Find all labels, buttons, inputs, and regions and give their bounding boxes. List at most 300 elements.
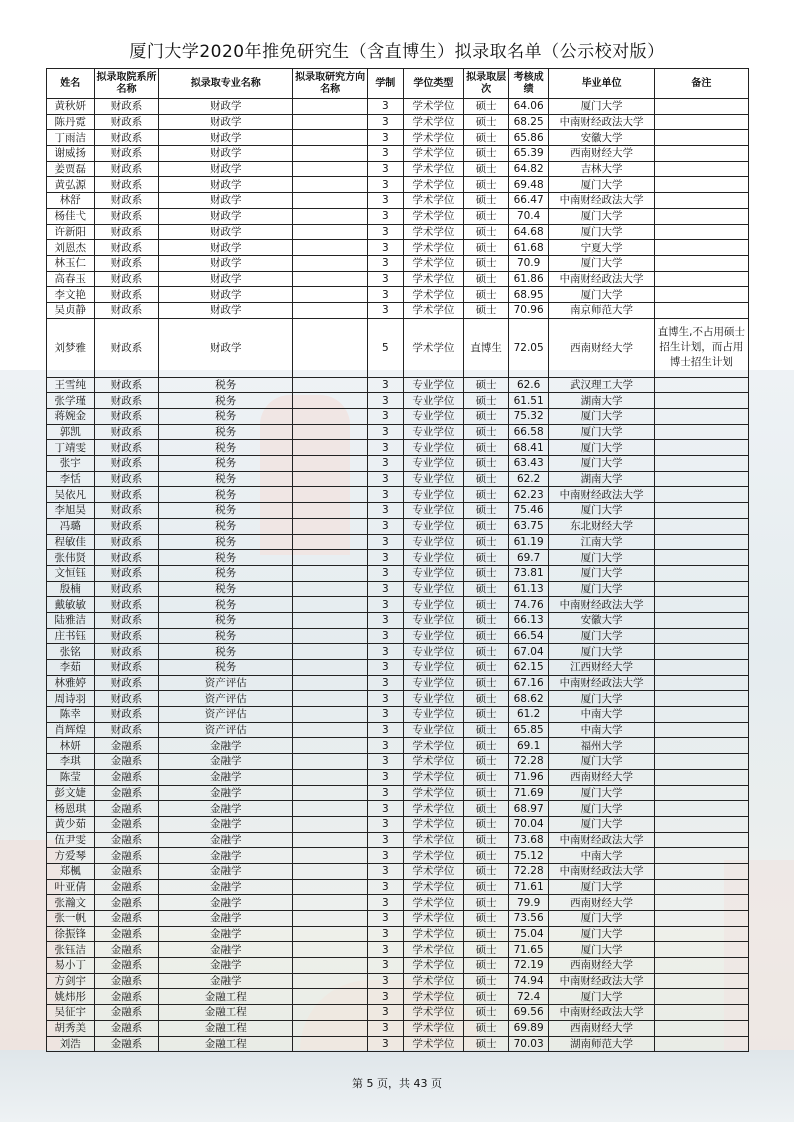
cell-duration: 3 xyxy=(368,114,403,130)
cell-department: 金融系 xyxy=(94,801,159,817)
cell-remarks xyxy=(654,99,748,115)
table-row xyxy=(47,503,749,519)
table-row xyxy=(47,660,749,676)
cell-graduate-school: 宁夏大学 xyxy=(549,240,654,256)
cell-department: 财政系 xyxy=(94,271,159,287)
cell-department: 财政系 xyxy=(94,612,159,628)
cell-major: 金融学 xyxy=(159,801,293,817)
cell-duration: 3 xyxy=(368,597,403,613)
cell-major: 财政学 xyxy=(159,318,293,377)
cell-department: 财政系 xyxy=(94,424,159,440)
cell-remarks xyxy=(654,911,748,927)
cell-remarks xyxy=(654,424,748,440)
cell-direction xyxy=(293,612,368,628)
cell-level: 硕士 xyxy=(464,675,509,691)
cell-score: 75.32 xyxy=(508,409,549,425)
cell-direction xyxy=(293,785,368,801)
cell-level: 硕士 xyxy=(464,958,509,974)
cell-level: 硕士 xyxy=(464,255,509,271)
cell-major: 资产评估 xyxy=(159,707,293,723)
cell-graduate-school: 厦门大学 xyxy=(549,926,654,942)
cell-score: 74.76 xyxy=(508,597,549,613)
cell-name: 许新阳 xyxy=(47,224,95,240)
cell-level: 硕士 xyxy=(464,989,509,1005)
cell-duration: 3 xyxy=(368,958,403,974)
cell-name: 李茹 xyxy=(47,660,95,676)
cell-score: 73.81 xyxy=(508,565,549,581)
cell-name: 殷楠 xyxy=(47,581,95,597)
cell-duration: 3 xyxy=(368,302,403,318)
cell-department: 财政系 xyxy=(94,581,159,597)
cell-department: 财政系 xyxy=(94,550,159,566)
table-row xyxy=(47,534,749,550)
cell-level: 硕士 xyxy=(464,424,509,440)
cell-level: 硕士 xyxy=(464,534,509,550)
cell-major: 资产评估 xyxy=(159,691,293,707)
cell-degree-type: 学术学位 xyxy=(403,302,464,318)
cell-remarks xyxy=(654,628,748,644)
cell-graduate-school: 厦门大学 xyxy=(549,879,654,895)
cell-remarks: 直博生,不占用硕士招生计划，而占用博士招生计划 xyxy=(654,318,748,377)
cell-graduate-school: 江西财经大学 xyxy=(549,660,654,676)
cell-score: 65.39 xyxy=(508,146,549,162)
cell-direction xyxy=(293,628,368,644)
cell-score: 71.96 xyxy=(508,769,549,785)
cell-degree-type: 学术学位 xyxy=(403,816,464,832)
cell-graduate-school: 厦门大学 xyxy=(549,989,654,1005)
cell-score: 64.82 xyxy=(508,161,549,177)
cell-direction xyxy=(293,550,368,566)
cell-duration: 3 xyxy=(368,989,403,1005)
cell-major: 金融学 xyxy=(159,848,293,864)
cell-duration: 3 xyxy=(368,99,403,115)
cell-name: 张瀚文 xyxy=(47,895,95,911)
cell-direction xyxy=(293,208,368,224)
cell-remarks xyxy=(654,193,748,209)
cell-remarks xyxy=(654,409,748,425)
cell-graduate-school: 厦门大学 xyxy=(549,644,654,660)
cell-score: 68.97 xyxy=(508,801,549,817)
cell-department: 金融系 xyxy=(94,989,159,1005)
cell-department: 财政系 xyxy=(94,208,159,224)
cell-remarks xyxy=(654,895,748,911)
cell-department: 财政系 xyxy=(94,660,159,676)
cell-score: 73.56 xyxy=(508,911,549,927)
cell-remarks xyxy=(654,785,748,801)
cell-direction xyxy=(293,287,368,303)
table-row xyxy=(47,130,749,146)
cell-level: 硕士 xyxy=(464,456,509,472)
cell-graduate-school: 湖南大学 xyxy=(549,471,654,487)
cell-department: 财政系 xyxy=(94,456,159,472)
page-number: 第 5 页，共 43 页 xyxy=(352,1077,442,1090)
cell-level: 硕士 xyxy=(464,879,509,895)
table-row xyxy=(47,565,749,581)
cell-major: 税务 xyxy=(159,393,293,409)
cell-level: 硕士 xyxy=(464,440,509,456)
cell-duration: 3 xyxy=(368,440,403,456)
cell-level: 硕士 xyxy=(464,161,509,177)
cell-duration: 3 xyxy=(368,287,403,303)
cell-direction xyxy=(293,271,368,287)
cell-level: 硕士 xyxy=(464,863,509,879)
cell-remarks xyxy=(654,177,748,193)
cell-level: 硕士 xyxy=(464,487,509,503)
cell-duration: 3 xyxy=(368,895,403,911)
cell-duration: 3 xyxy=(368,255,403,271)
cell-name: 张宇 xyxy=(47,456,95,472)
cell-remarks xyxy=(654,989,748,1005)
cell-degree-type: 学术学位 xyxy=(403,1005,464,1021)
cell-direction xyxy=(293,801,368,817)
cell-graduate-school: 厦门大学 xyxy=(549,550,654,566)
cell-duration: 3 xyxy=(368,130,403,146)
cell-remarks xyxy=(654,565,748,581)
cell-degree-type: 学术学位 xyxy=(403,224,464,240)
cell-department: 金融系 xyxy=(94,785,159,801)
cell-direction xyxy=(293,146,368,162)
table-row xyxy=(47,550,749,566)
cell-major: 金融学 xyxy=(159,926,293,942)
cell-score: 66.13 xyxy=(508,612,549,628)
cell-score: 75.12 xyxy=(508,848,549,864)
cell-duration: 3 xyxy=(368,208,403,224)
cell-major: 金融学 xyxy=(159,754,293,770)
table-row xyxy=(47,612,749,628)
cell-name: 陆雅洁 xyxy=(47,612,95,628)
table-row xyxy=(47,597,749,613)
cell-remarks xyxy=(654,224,748,240)
cell-degree-type: 专业学位 xyxy=(403,660,464,676)
cell-remarks xyxy=(654,302,748,318)
cell-graduate-school: 安徽大学 xyxy=(549,130,654,146)
cell-duration: 3 xyxy=(368,691,403,707)
cell-degree-type: 学术学位 xyxy=(403,769,464,785)
cell-name: 林玉仁 xyxy=(47,255,95,271)
cell-direction xyxy=(293,487,368,503)
cell-duration: 3 xyxy=(368,393,403,409)
cell-graduate-school: 厦门大学 xyxy=(549,208,654,224)
cell-direction xyxy=(293,958,368,974)
cell-direction xyxy=(293,691,368,707)
cell-direction xyxy=(293,942,368,958)
cell-remarks xyxy=(654,926,748,942)
cell-degree-type: 学术学位 xyxy=(403,255,464,271)
cell-level: 硕士 xyxy=(464,565,509,581)
cell-department: 金融系 xyxy=(94,879,159,895)
cell-level: 硕士 xyxy=(464,581,509,597)
table-row xyxy=(47,224,749,240)
cell-remarks xyxy=(654,660,748,676)
cell-major: 财政学 xyxy=(159,255,293,271)
cell-level: 硕士 xyxy=(464,754,509,770)
cell-level: 硕士 xyxy=(464,377,509,393)
table-row xyxy=(47,754,749,770)
cell-degree-type: 学术学位 xyxy=(403,989,464,1005)
cell-direction xyxy=(293,240,368,256)
cell-degree-type: 专业学位 xyxy=(403,534,464,550)
table-row xyxy=(47,487,749,503)
cell-graduate-school: 厦门大学 xyxy=(549,565,654,581)
table-row xyxy=(47,440,749,456)
cell-remarks xyxy=(654,240,748,256)
cell-department: 财政系 xyxy=(94,707,159,723)
cell-degree-type: 专业学位 xyxy=(403,707,464,723)
cell-degree-type: 学术学位 xyxy=(403,801,464,817)
cell-degree-type: 专业学位 xyxy=(403,565,464,581)
cell-level: 硕士 xyxy=(464,691,509,707)
header-major: 拟录取专业名称 xyxy=(159,69,293,99)
cell-department: 金融系 xyxy=(94,863,159,879)
cell-score: 66.58 xyxy=(508,424,549,440)
header-degree-type: 学位类型 xyxy=(403,69,464,99)
cell-duration: 3 xyxy=(368,973,403,989)
table-row xyxy=(47,675,749,691)
cell-degree-type: 学术学位 xyxy=(403,863,464,879)
cell-remarks xyxy=(654,550,748,566)
cell-graduate-school: 厦门大学 xyxy=(549,287,654,303)
cell-score: 65.86 xyxy=(508,130,549,146)
cell-direction xyxy=(293,318,368,377)
cell-graduate-school: 江南大学 xyxy=(549,534,654,550)
cell-major: 财政学 xyxy=(159,177,293,193)
cell-major: 金融学 xyxy=(159,973,293,989)
cell-name: 姜贾磊 xyxy=(47,161,95,177)
cell-score: 63.75 xyxy=(508,518,549,534)
cell-duration: 3 xyxy=(368,785,403,801)
cell-direction xyxy=(293,911,368,927)
cell-degree-type: 专业学位 xyxy=(403,612,464,628)
cell-graduate-school: 中南财经政法大学 xyxy=(549,271,654,287)
cell-direction xyxy=(293,1020,368,1036)
cell-direction xyxy=(293,471,368,487)
admission-table xyxy=(46,68,749,1052)
cell-department: 财政系 xyxy=(94,518,159,534)
cell-level: 硕士 xyxy=(464,208,509,224)
cell-graduate-school: 东北财经大学 xyxy=(549,518,654,534)
cell-name: 文恒钰 xyxy=(47,565,95,581)
cell-name: 谢威扬 xyxy=(47,146,95,162)
cell-direction xyxy=(293,707,368,723)
cell-degree-type: 学术学位 xyxy=(403,318,464,377)
cell-duration: 3 xyxy=(368,926,403,942)
cell-name: 吴征宇 xyxy=(47,1005,95,1021)
document-title: 厦门大学2020年推免研究生（含直博生）拟录取名单（公示校对版） xyxy=(129,42,665,62)
cell-degree-type: 学术学位 xyxy=(403,146,464,162)
table-row xyxy=(47,271,749,287)
cell-name: 张伟贤 xyxy=(47,550,95,566)
cell-degree-type: 专业学位 xyxy=(403,409,464,425)
cell-graduate-school: 西南财经大学 xyxy=(549,318,654,377)
cell-major: 财政学 xyxy=(159,271,293,287)
cell-name: 伍尹雯 xyxy=(47,832,95,848)
cell-direction xyxy=(293,722,368,738)
cell-degree-type: 学术学位 xyxy=(403,895,464,911)
cell-graduate-school: 中南财经政法大学 xyxy=(549,1005,654,1021)
table-row xyxy=(47,581,749,597)
cell-name: 肖辉煌 xyxy=(47,722,95,738)
cell-major: 财政学 xyxy=(159,287,293,303)
cell-level: 硕士 xyxy=(464,628,509,644)
cell-duration: 3 xyxy=(368,816,403,832)
cell-score: 67.04 xyxy=(508,644,549,660)
cell-remarks xyxy=(654,114,748,130)
cell-score: 61.68 xyxy=(508,240,549,256)
cell-graduate-school: 厦门大学 xyxy=(549,177,654,193)
cell-name: 刘梦雅 xyxy=(47,318,95,377)
cell-remarks xyxy=(654,271,748,287)
cell-graduate-school: 厦门大学 xyxy=(549,224,654,240)
cell-direction xyxy=(293,161,368,177)
cell-graduate-school: 厦门大学 xyxy=(549,255,654,271)
header-name: 姓名 xyxy=(47,69,95,99)
cell-level: 硕士 xyxy=(464,1036,509,1052)
cell-department: 财政系 xyxy=(94,161,159,177)
cell-duration: 3 xyxy=(368,942,403,958)
cell-score: 68.62 xyxy=(508,691,549,707)
cell-name: 张铭 xyxy=(47,644,95,660)
cell-direction xyxy=(293,989,368,1005)
cell-name: 林舒 xyxy=(47,193,95,209)
cell-department: 金融系 xyxy=(94,895,159,911)
cell-department: 财政系 xyxy=(94,440,159,456)
cell-name: 丁雨洁 xyxy=(47,130,95,146)
cell-degree-type: 专业学位 xyxy=(403,518,464,534)
cell-direction xyxy=(293,440,368,456)
cell-major: 金融学 xyxy=(159,895,293,911)
cell-remarks xyxy=(654,581,748,597)
cell-direction xyxy=(293,224,368,240)
cell-degree-type: 学术学位 xyxy=(403,738,464,754)
cell-direction xyxy=(293,114,368,130)
cell-duration: 3 xyxy=(368,1036,403,1052)
cell-score: 68.41 xyxy=(508,440,549,456)
cell-score: 63.43 xyxy=(508,456,549,472)
cell-duration: 3 xyxy=(368,224,403,240)
cell-duration: 3 xyxy=(368,534,403,550)
cell-major: 资产评估 xyxy=(159,675,293,691)
cell-duration: 3 xyxy=(368,754,403,770)
cell-score: 72.28 xyxy=(508,863,549,879)
cell-degree-type: 学术学位 xyxy=(403,1020,464,1036)
cell-department: 财政系 xyxy=(94,114,159,130)
cell-duration: 3 xyxy=(368,240,403,256)
table-row xyxy=(47,816,749,832)
cell-department: 金融系 xyxy=(94,1036,159,1052)
cell-department: 金融系 xyxy=(94,973,159,989)
cell-degree-type: 专业学位 xyxy=(403,691,464,707)
cell-major: 金融工程 xyxy=(159,1020,293,1036)
cell-graduate-school: 厦门大学 xyxy=(549,409,654,425)
cell-direction xyxy=(293,503,368,519)
cell-graduate-school: 厦门大学 xyxy=(549,628,654,644)
cell-level: 硕士 xyxy=(464,503,509,519)
cell-duration: 3 xyxy=(368,832,403,848)
table-row xyxy=(47,832,749,848)
table-row xyxy=(47,989,749,1005)
cell-remarks xyxy=(654,146,748,162)
cell-name: 张学瑾 xyxy=(47,393,95,409)
cell-name: 黄秋妍 xyxy=(47,99,95,115)
cell-major: 财政学 xyxy=(159,161,293,177)
cell-major: 税务 xyxy=(159,565,293,581)
cell-degree-type: 学术学位 xyxy=(403,177,464,193)
cell-duration: 3 xyxy=(368,879,403,895)
cell-department: 金融系 xyxy=(94,816,159,832)
cell-name: 杨恩琪 xyxy=(47,801,95,817)
cell-duration: 3 xyxy=(368,1005,403,1021)
cell-graduate-school: 中南大学 xyxy=(549,707,654,723)
cell-graduate-school: 中南财经政法大学 xyxy=(549,597,654,613)
cell-name: 李琪 xyxy=(47,754,95,770)
cell-level: 硕士 xyxy=(464,707,509,723)
cell-major: 金融学 xyxy=(159,958,293,974)
cell-duration: 3 xyxy=(368,612,403,628)
cell-major: 财政学 xyxy=(159,146,293,162)
cell-major: 税务 xyxy=(159,518,293,534)
cell-graduate-school: 厦门大学 xyxy=(549,691,654,707)
cell-direction xyxy=(293,895,368,911)
cell-degree-type: 学术学位 xyxy=(403,161,464,177)
cell-major: 税务 xyxy=(159,456,293,472)
table-row xyxy=(47,377,749,393)
cell-remarks xyxy=(654,456,748,472)
cell-graduate-school: 南京师范大学 xyxy=(549,302,654,318)
cell-duration: 3 xyxy=(368,738,403,754)
cell-direction xyxy=(293,832,368,848)
cell-level: 硕士 xyxy=(464,973,509,989)
cell-score: 74.94 xyxy=(508,973,549,989)
cell-level: 硕士 xyxy=(464,597,509,613)
header-direction: 拟录取研究方向名称 xyxy=(293,69,368,99)
cell-major: 税务 xyxy=(159,581,293,597)
cell-duration: 3 xyxy=(368,503,403,519)
cell-level: 硕士 xyxy=(464,785,509,801)
cell-department: 财政系 xyxy=(94,302,159,318)
cell-degree-type: 学术学位 xyxy=(403,926,464,942)
cell-major: 资产评估 xyxy=(159,722,293,738)
cell-degree-type: 学术学位 xyxy=(403,240,464,256)
cell-degree-type: 专业学位 xyxy=(403,424,464,440)
cell-direction xyxy=(293,660,368,676)
cell-level: 硕士 xyxy=(464,240,509,256)
table-row xyxy=(47,177,749,193)
cell-major: 税务 xyxy=(159,644,293,660)
cell-degree-type: 学术学位 xyxy=(403,958,464,974)
cell-remarks xyxy=(654,518,748,534)
cell-score: 61.19 xyxy=(508,534,549,550)
cell-duration: 3 xyxy=(368,518,403,534)
cell-name: 李文艳 xyxy=(47,287,95,303)
cell-direction xyxy=(293,393,368,409)
cell-department: 财政系 xyxy=(94,377,159,393)
cell-department: 财政系 xyxy=(94,99,159,115)
cell-degree-type: 专业学位 xyxy=(403,440,464,456)
cell-level: 硕士 xyxy=(464,895,509,911)
cell-graduate-school: 中南财经政法大学 xyxy=(549,487,654,503)
cell-direction xyxy=(293,738,368,754)
cell-department: 财政系 xyxy=(94,722,159,738)
cell-major: 金融学 xyxy=(159,738,293,754)
cell-score: 70.96 xyxy=(508,302,549,318)
cell-graduate-school: 厦门大学 xyxy=(549,503,654,519)
cell-score: 69.48 xyxy=(508,177,549,193)
cell-name: 吴贞静 xyxy=(47,302,95,318)
cell-direction xyxy=(293,177,368,193)
cell-duration: 3 xyxy=(368,707,403,723)
cell-level: 硕士 xyxy=(464,942,509,958)
cell-score: 70.4 xyxy=(508,208,549,224)
